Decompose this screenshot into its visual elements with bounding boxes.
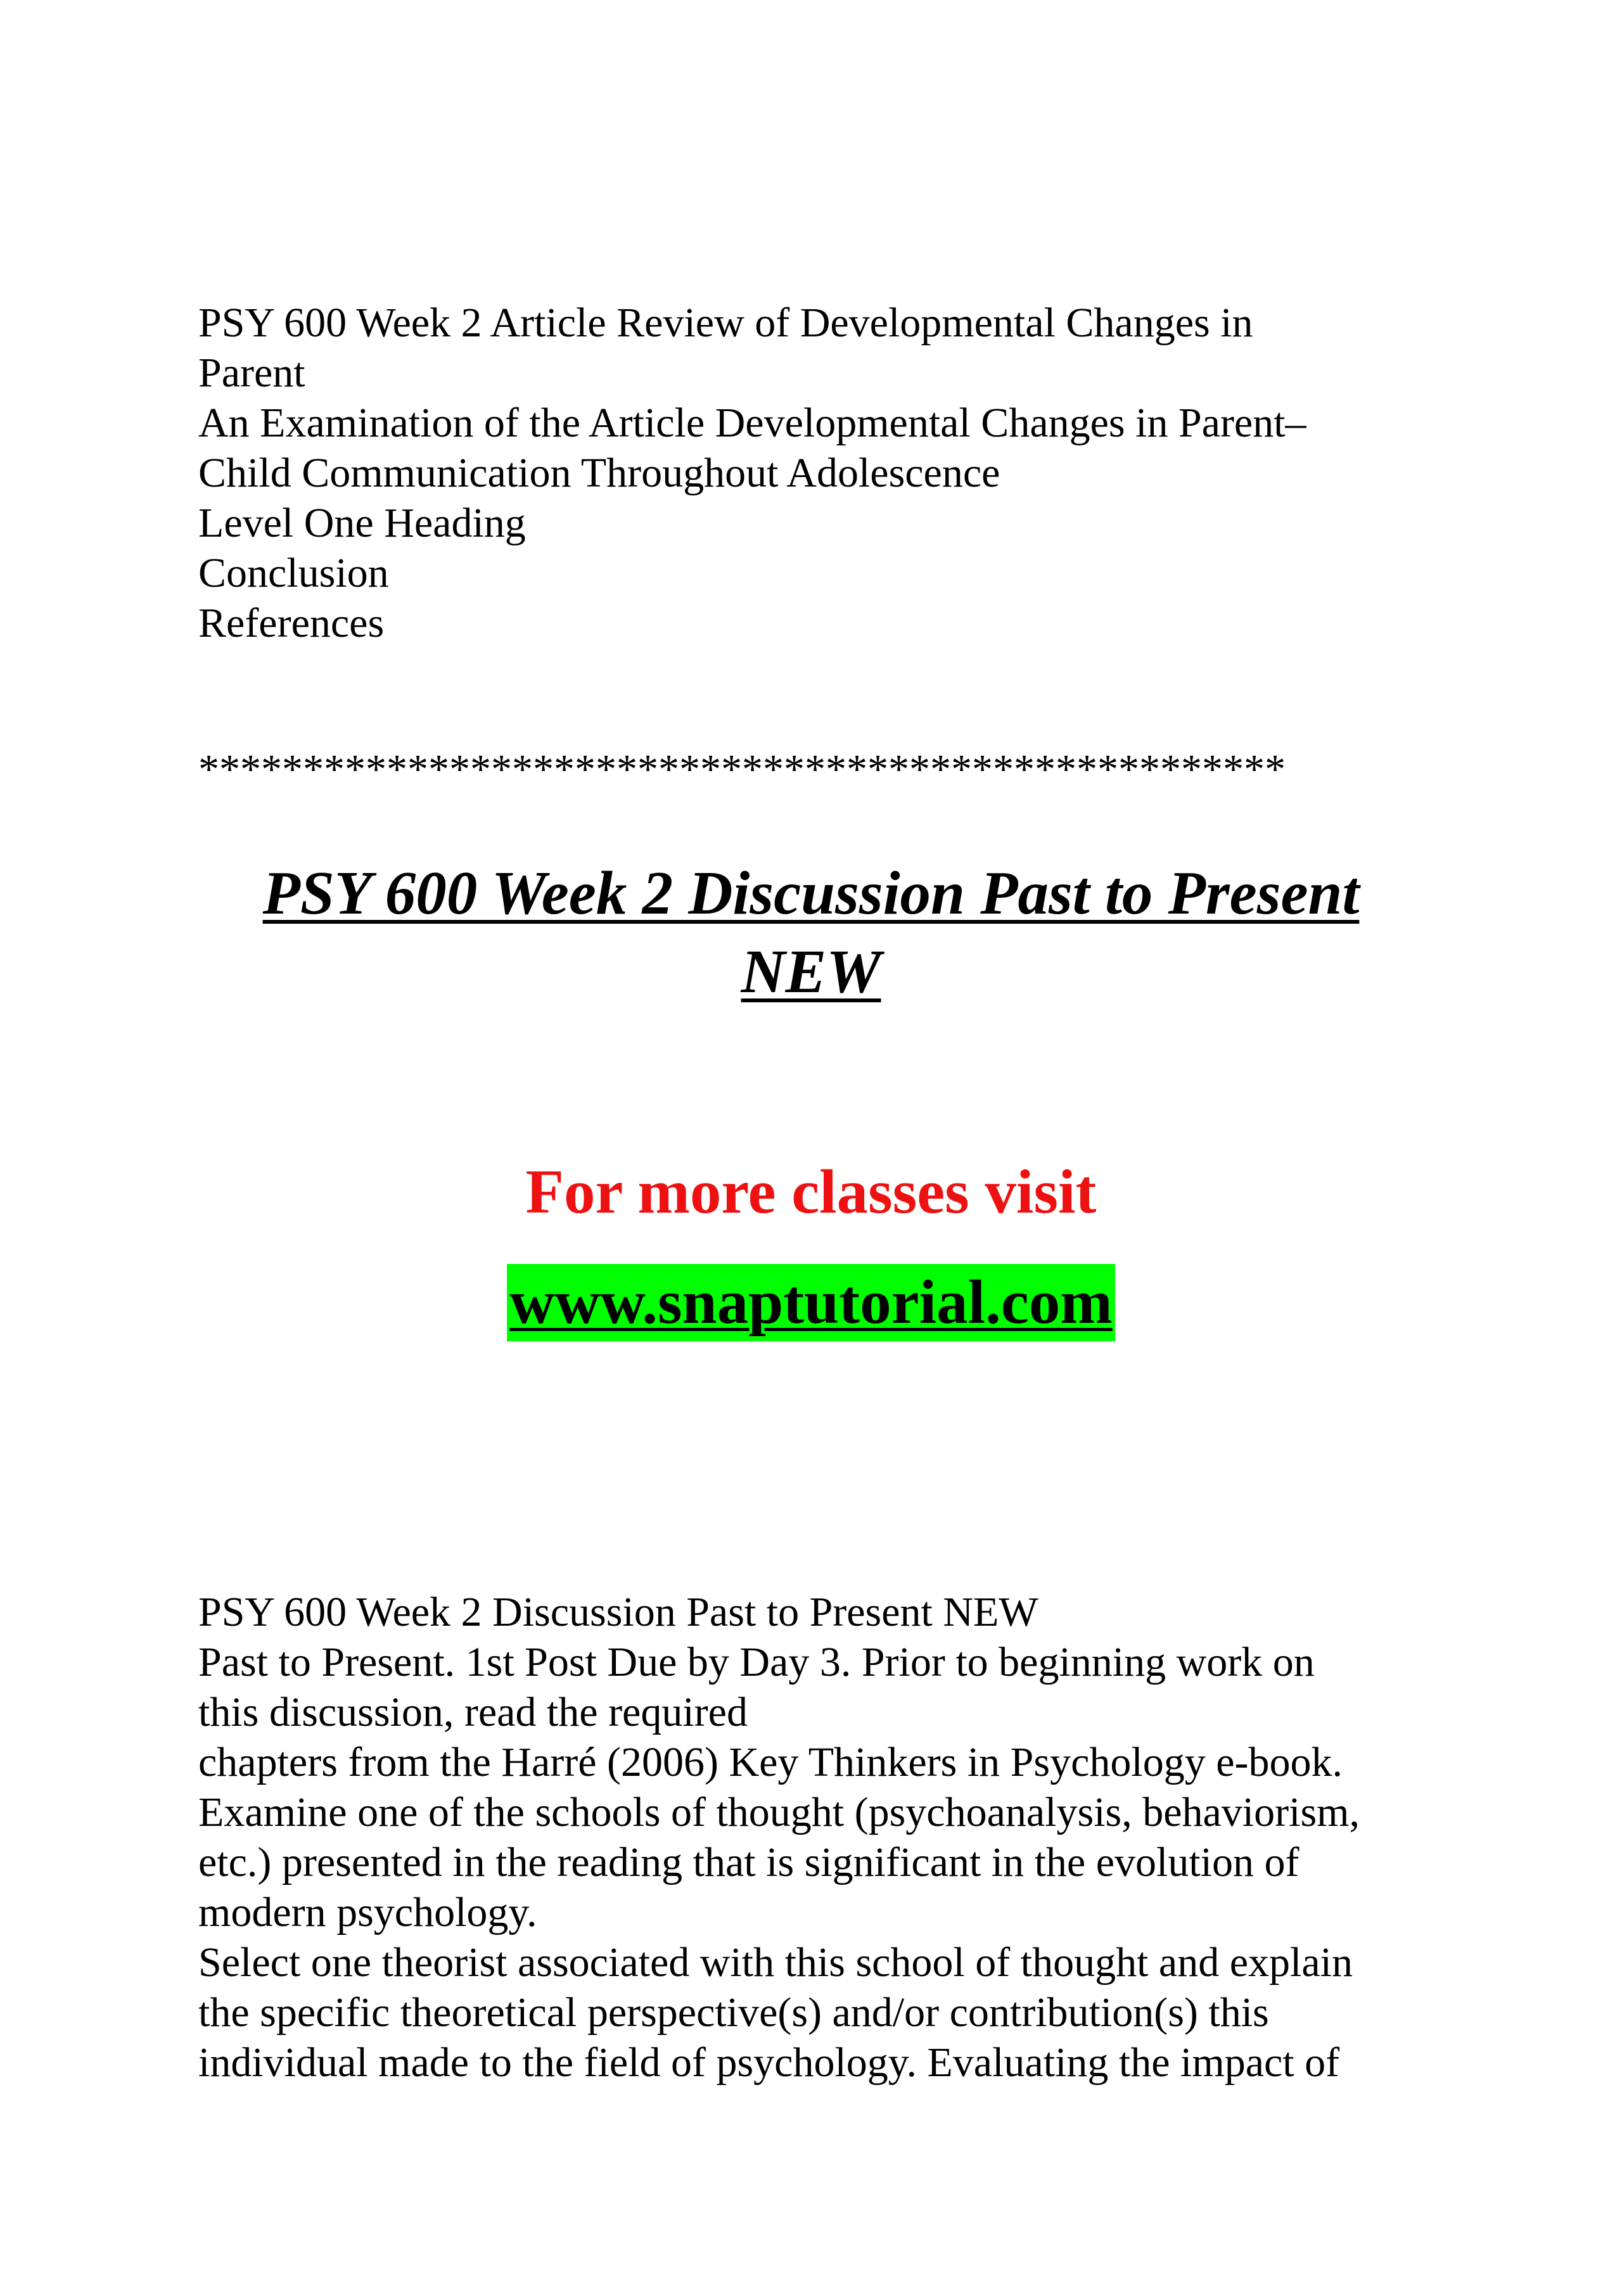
body-line: PSY 600 Week 2 Discussion Past to Present NEW xyxy=(198,1589,1038,1635)
promo-text: For more classes visit xyxy=(525,1158,1097,1227)
body-line: chapters from the Harré (2006) Key Thinkers in Psychology e-book. xyxy=(198,1739,1343,1785)
outline-line: PSY 600 Week 2 Article Review of Developmental Changes in xyxy=(198,300,1253,346)
promo-link-container xyxy=(190,1264,1432,1341)
body-line: Past to Present. 1st Post Due by Day 3. Prior to beginning work on xyxy=(198,1639,1315,1685)
article-outline xyxy=(198,298,1459,648)
snaptutorial-link[interactable]: www.snaptutorial.com xyxy=(507,1264,1115,1341)
body-line: Examine one of the schools of thought (psychoanalysis, behaviorism, xyxy=(198,1789,1360,1835)
outline-line: Parent xyxy=(198,350,305,396)
body-line: etc.) presented in the reading that is significant in the evolution of xyxy=(198,1839,1300,1885)
page-title xyxy=(190,854,1432,1011)
body-line: individual made to the field of psychology. Evaluating the impact of xyxy=(198,2039,1340,2086)
body-line: modern psychology. xyxy=(198,1889,537,1936)
outline-line: Conclusion xyxy=(198,550,389,596)
outline-line: An Examination of the Article Developmental Changes in Parent– xyxy=(198,400,1306,446)
discussion-body xyxy=(198,1587,1459,2088)
page-title-line: PSY 600 Week 2 Discussion Past to Present xyxy=(262,859,1360,927)
outline-line: References xyxy=(198,600,385,646)
page-title-line: NEW xyxy=(741,938,881,1005)
body-line: the specific theoretical perspective(s) and/or contribution(s) this xyxy=(198,1989,1269,2036)
outline-line: Level One Heading xyxy=(198,500,526,546)
body-line: this discussion, read the required xyxy=(198,1689,748,1735)
body-line: Select one theorist associated with this school of thought and explain xyxy=(198,1939,1353,1986)
outline-line: Child Communication Throughout Adolescence xyxy=(198,450,1000,496)
asterisk-separator: **************************************************** xyxy=(198,746,1286,793)
